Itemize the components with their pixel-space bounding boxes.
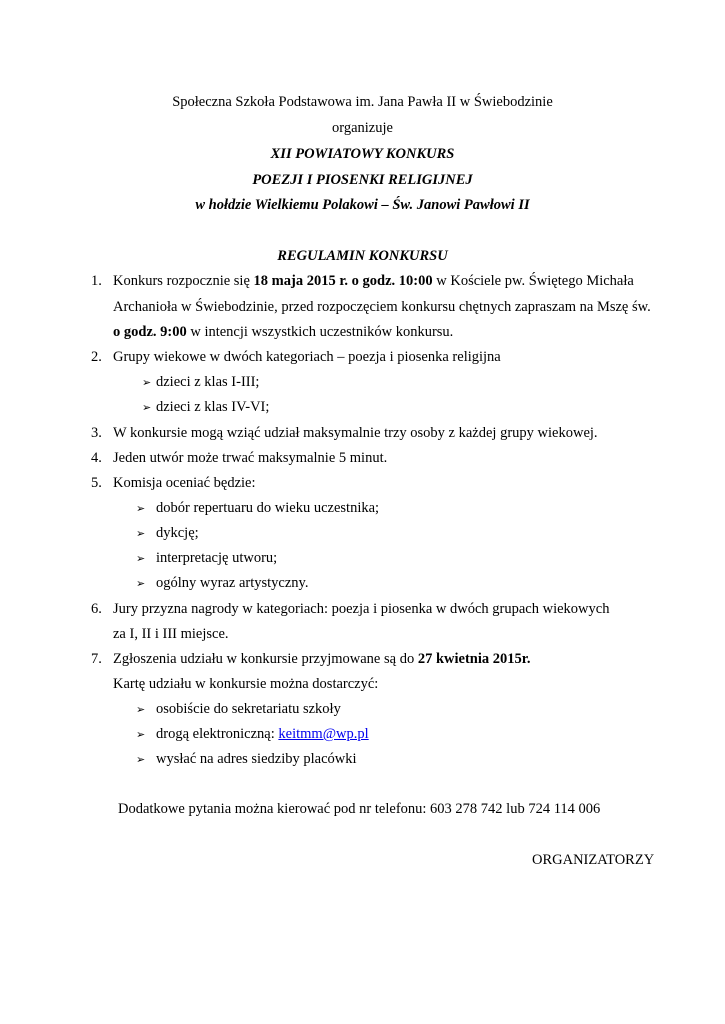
item-2-text: Grupy wiekowe w dwóch kategoriach – poezja i piosenka religijna xyxy=(113,349,501,365)
item-7-deadline: 27 kwietnia 2015r. xyxy=(417,651,531,667)
item-1-place: w Kościele pw. Świętego Michała xyxy=(432,273,634,289)
list-item xyxy=(136,574,308,593)
arrow-bullet-icon: ➢ xyxy=(136,754,146,766)
arrow-bullet-icon: ➢ xyxy=(136,528,146,540)
list-item xyxy=(142,398,269,417)
contest-title-1: XII POWIATOWY KONKURS xyxy=(270,146,455,162)
list-item xyxy=(136,524,199,543)
rules-heading: REGULAMIN KONKURSU xyxy=(277,248,448,264)
item-3-text: W konkursie mogą wziąć udział maksymalnie trzy osoby z każdej grupy wiekowej. xyxy=(113,425,598,441)
list-item xyxy=(136,725,369,744)
item-1-mass-time: o godz. 9:00 xyxy=(113,324,187,340)
arrow-bullet-icon: ➢ xyxy=(136,704,146,716)
item-5-text: Komisja oceniać będzie: xyxy=(113,475,256,491)
item-7-text: Zgłoszenia udziału w konkursie przyjmowane są do xyxy=(113,651,418,667)
list-item-text: dykcję; xyxy=(156,525,199,541)
item-1-date: 18 maja 2015 r. o godz. 10:00 xyxy=(253,273,433,289)
item-3-number: 3. xyxy=(91,425,102,441)
list-item xyxy=(136,499,379,518)
item-7-line-2: Kartę udziału w konkursie można dostarczyć: xyxy=(113,676,379,692)
list-item-text: ogólny wyraz artystyczny. xyxy=(156,575,309,591)
list-item xyxy=(136,750,357,769)
item-1-text: Konkurs rozpocznie się xyxy=(113,273,254,289)
list-item-text: dzieci z klas I-III; xyxy=(156,374,260,390)
item-1-number: 1. xyxy=(91,273,102,289)
email-link[interactable]: keitmm@wp.pl xyxy=(278,726,369,742)
item-1-mass-text: w intencji wszystkich uczestników konkursu. xyxy=(186,324,454,340)
item-7-line-1 xyxy=(113,650,530,668)
arrow-bullet-icon: ➢ xyxy=(136,503,146,515)
list-item-text: dzieci z klas IV-VI; xyxy=(156,399,270,415)
list-item xyxy=(142,373,259,392)
item-4-text: Jeden utwór może trwać maksymalnie 5 minut. xyxy=(113,450,388,466)
arrow-bullet-icon: ➢ xyxy=(142,402,152,414)
arrow-bullet-icon: ➢ xyxy=(136,578,146,590)
contest-title-2: POEZJI I PIOSENKI RELIGIJNEJ xyxy=(252,172,473,188)
contest-title-3: w hołdzie Wielkiemu Polakowi – Św. Janowi Pawłowi II xyxy=(195,197,530,213)
arrow-bullet-icon: ➢ xyxy=(136,729,146,741)
list-item xyxy=(136,549,277,568)
arrow-bullet-icon: ➢ xyxy=(142,377,152,389)
item-1-line-2: Archanioła w Świebodzinie, przed rozpoczęciem konkursu chętnych zapraszam na Mszę św. xyxy=(113,299,651,315)
item-5-number: 5. xyxy=(91,475,102,491)
item-4-number: 4. xyxy=(91,450,102,466)
list-item xyxy=(136,700,341,719)
list-item-text: osobiście do sekretariatu szkoły xyxy=(156,701,341,717)
item-1-line-3 xyxy=(113,323,453,341)
item-6-line-1: Jury przyzna nagrody w kategoriach: poezja i piosenka w dwóch grupach wiekowych xyxy=(113,601,610,617)
item-7-number: 7. xyxy=(91,651,102,667)
school-name: Społeczna Szkoła Podstawowa im. Jana Pawła II w Świebodzinie xyxy=(172,94,553,110)
item-6-line-2: za I, II i III miejsce. xyxy=(113,626,229,642)
item-1-line-1 xyxy=(113,272,634,290)
signature: ORGANIZATORZY xyxy=(532,852,655,868)
list-item-text: drogą elektroniczną: xyxy=(156,726,279,742)
item-2-number: 2. xyxy=(91,349,102,365)
arrow-bullet-icon: ➢ xyxy=(136,553,146,565)
list-item-text: wysłać na adres siedziby placówki xyxy=(156,751,357,767)
item-6-number: 6. xyxy=(91,601,102,617)
list-item-text: interpretację utworu; xyxy=(156,550,278,566)
contact-info: Dodatkowe pytania można kierować pod nr telefonu: 603 278 742 lub 724 114 006 xyxy=(118,801,601,817)
organizes-text: organizuje xyxy=(332,120,393,136)
list-item-text: dobór repertuaru do wieku uczestnika; xyxy=(156,500,380,516)
